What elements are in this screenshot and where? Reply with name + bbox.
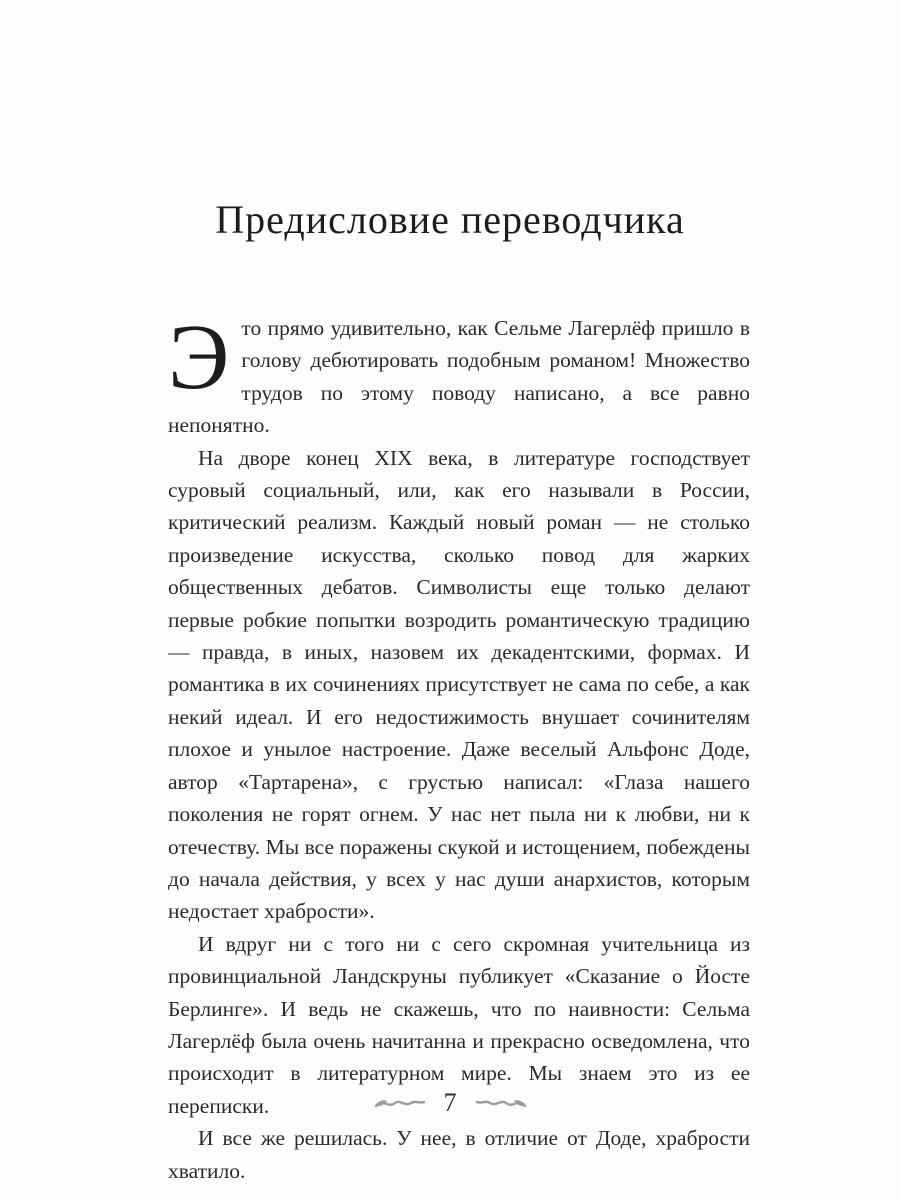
chapter-title: Предисловие переводчика [215, 197, 685, 242]
paragraph: И вдруг ни с того ни с сего скромная учительница из провинциальной Ландскруны публикует «Сказание о Йосте Берлинге». И ведь не скажешь, что по наивности: Сельма Лагерлёф была очень начитанна и прекрасно осведомлена, что происходит в литературном мире. Мы знаем это из ее переписки. [168, 931, 750, 1118]
drop-cap: Э [168, 306, 230, 409]
paragraph [168, 306, 750, 442]
page-footer [0, 1088, 900, 1118]
flourish-left-icon [374, 1095, 426, 1111]
body-text [168, 306, 750, 1187]
paragraph: И все же решилась. У нее, в отличие от Доде, храбрости хватило. [168, 1126, 750, 1183]
paragraph: На дворе конец XIX века, в литературе господствует суровый социальный, или, как его называли в России, критический реализм. Каждый новый роман — не столько произведение искусства, сколько повод для жарких общественных дебатов. Символисты еще только делают первые робкие попытки возродить романтическую традицию — правда, в иных, назовем их декадентскими, формах. И романтика в их сочинениях присутствует не сама по себе, а как некий идеал. И его недостижимость внушает сочинителям плохое и унылое настроение. Даже веселый Альфонс Доде, автор «Тартарена», с грустью написал: «Глаза нашего поколения не горят огнем. У нас нет пыла ни к любви, ни к отечеству. Мы все поражены скукой и истощением, побеждены до начала действия, у всех у нас души анархистов, которым недостает храбрости». [168, 445, 750, 924]
page-number: 7 [443, 1088, 457, 1117]
flourish-right-icon [475, 1095, 527, 1111]
paragraph-text: то прямо удивительно, как Сельме Лагерлёф пришло в голову дебютировать подобным романом! Множество трудов по этому поводу написано, а все равно непонятно. [168, 316, 750, 438]
